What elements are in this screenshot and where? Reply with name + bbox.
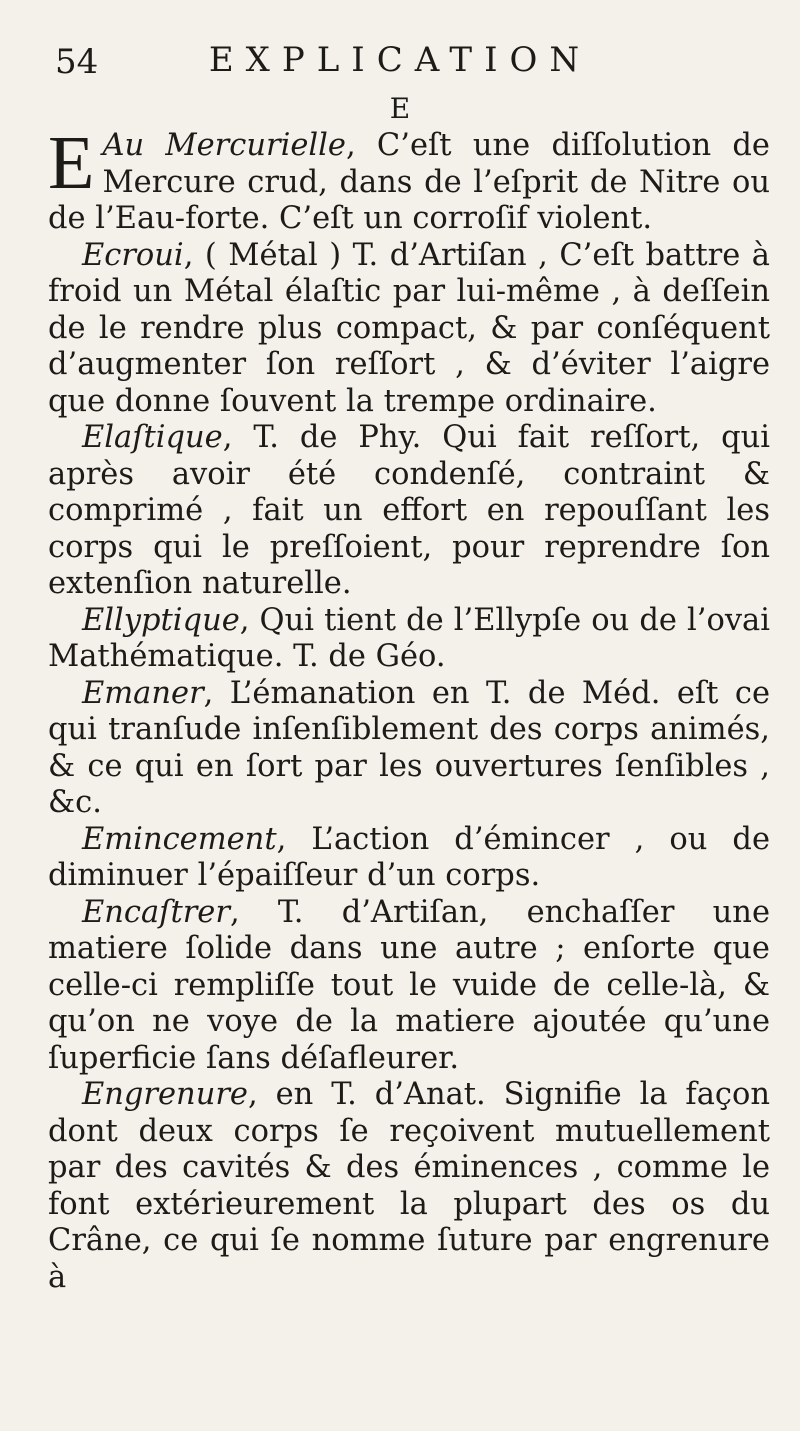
- headword: Emincement: [82, 821, 277, 857]
- page-number: 54: [55, 42, 99, 82]
- headword: Encaſtrer: [82, 894, 230, 930]
- entry-ellyptique: [48, 603, 770, 676]
- definition: , L’émanation en T. de Méd. eſt ce qui tranſude inſenſiblement des corps animés, & ce qui en ſort par les ouvertures ſenſibles , &c.: [48, 675, 770, 820]
- drop-cap: E: [48, 121, 95, 205]
- headword: Elaſtique: [82, 420, 223, 455]
- definition: , ( Métal ) T. d’Artiſan , C’eſt battre à froid un Métal élaſtic par lui-même , à deſſein de le rendre plus compact, & par conſéquent d’augmenter ſon reſſort , & d’éviter l’aigre que donne ſouvent la trempe ordinaire.: [48, 237, 770, 419]
- entry-elastique: [48, 420, 770, 603]
- definition: , T. d’Artiſan, enchaſſer une matiere ſolide dans une autre ; enſorte que celle-ci rempliſſe tout le vuide de celle-là, & qu’on ne voye de la matiere ajoutée qu’une ſuperficie ſans déſafleurer.: [48, 894, 770, 1076]
- entry-emincement: [48, 822, 770, 895]
- headword: Ecroui: [82, 237, 184, 273]
- section-letter: E: [389, 92, 411, 125]
- headword: Engrenure: [82, 1077, 248, 1112]
- entry-eau-mercurielle: [48, 121, 770, 238]
- headword: Emaner: [82, 675, 204, 711]
- definition: , Qui tient de l’Ellypſe ou de l’ovai Mathématique. T. de Géo.: [48, 602, 770, 674]
- headword: Ellyptique: [82, 602, 240, 638]
- section-title: EXPLICATION: [208, 40, 592, 80]
- entry-ecroui: [48, 238, 770, 421]
- definition: , T. de Phy. Qui fait reſſort, qui après avoir été condenſé, contraint & comprimé , fait un effort en repouſſant les corps qui le preſſoient, pour reprendre ſon extenſion naturelle.: [48, 420, 770, 601]
- definition: , C’eſt une diſſolution de Mercure crud, dans de l’eſprit de Nitre ou de l’Eau-forte. C’eſt un corroſif violent.: [48, 128, 770, 236]
- definition: , en T. d’Anat. Signifie la façon dont deux corps ſe reçoivent mutuellement par des cavités & des éminences , comme le font extérieurement la plupart des os du Crâne, ce qui ſe nomme ſuture par engrenure à: [48, 1077, 770, 1295]
- entry-emaner: [48, 676, 770, 822]
- running-head: [0, 40, 800, 100]
- entry-encastrer: [48, 895, 770, 1078]
- entry-engrenure: [48, 1077, 770, 1296]
- definition: , L’action d’émincer , ou de diminuer l’épaiſſeur d’un corps.: [48, 821, 770, 893]
- headword: Au Mercurielle: [102, 128, 346, 163]
- dictionary-body: [48, 121, 770, 1296]
